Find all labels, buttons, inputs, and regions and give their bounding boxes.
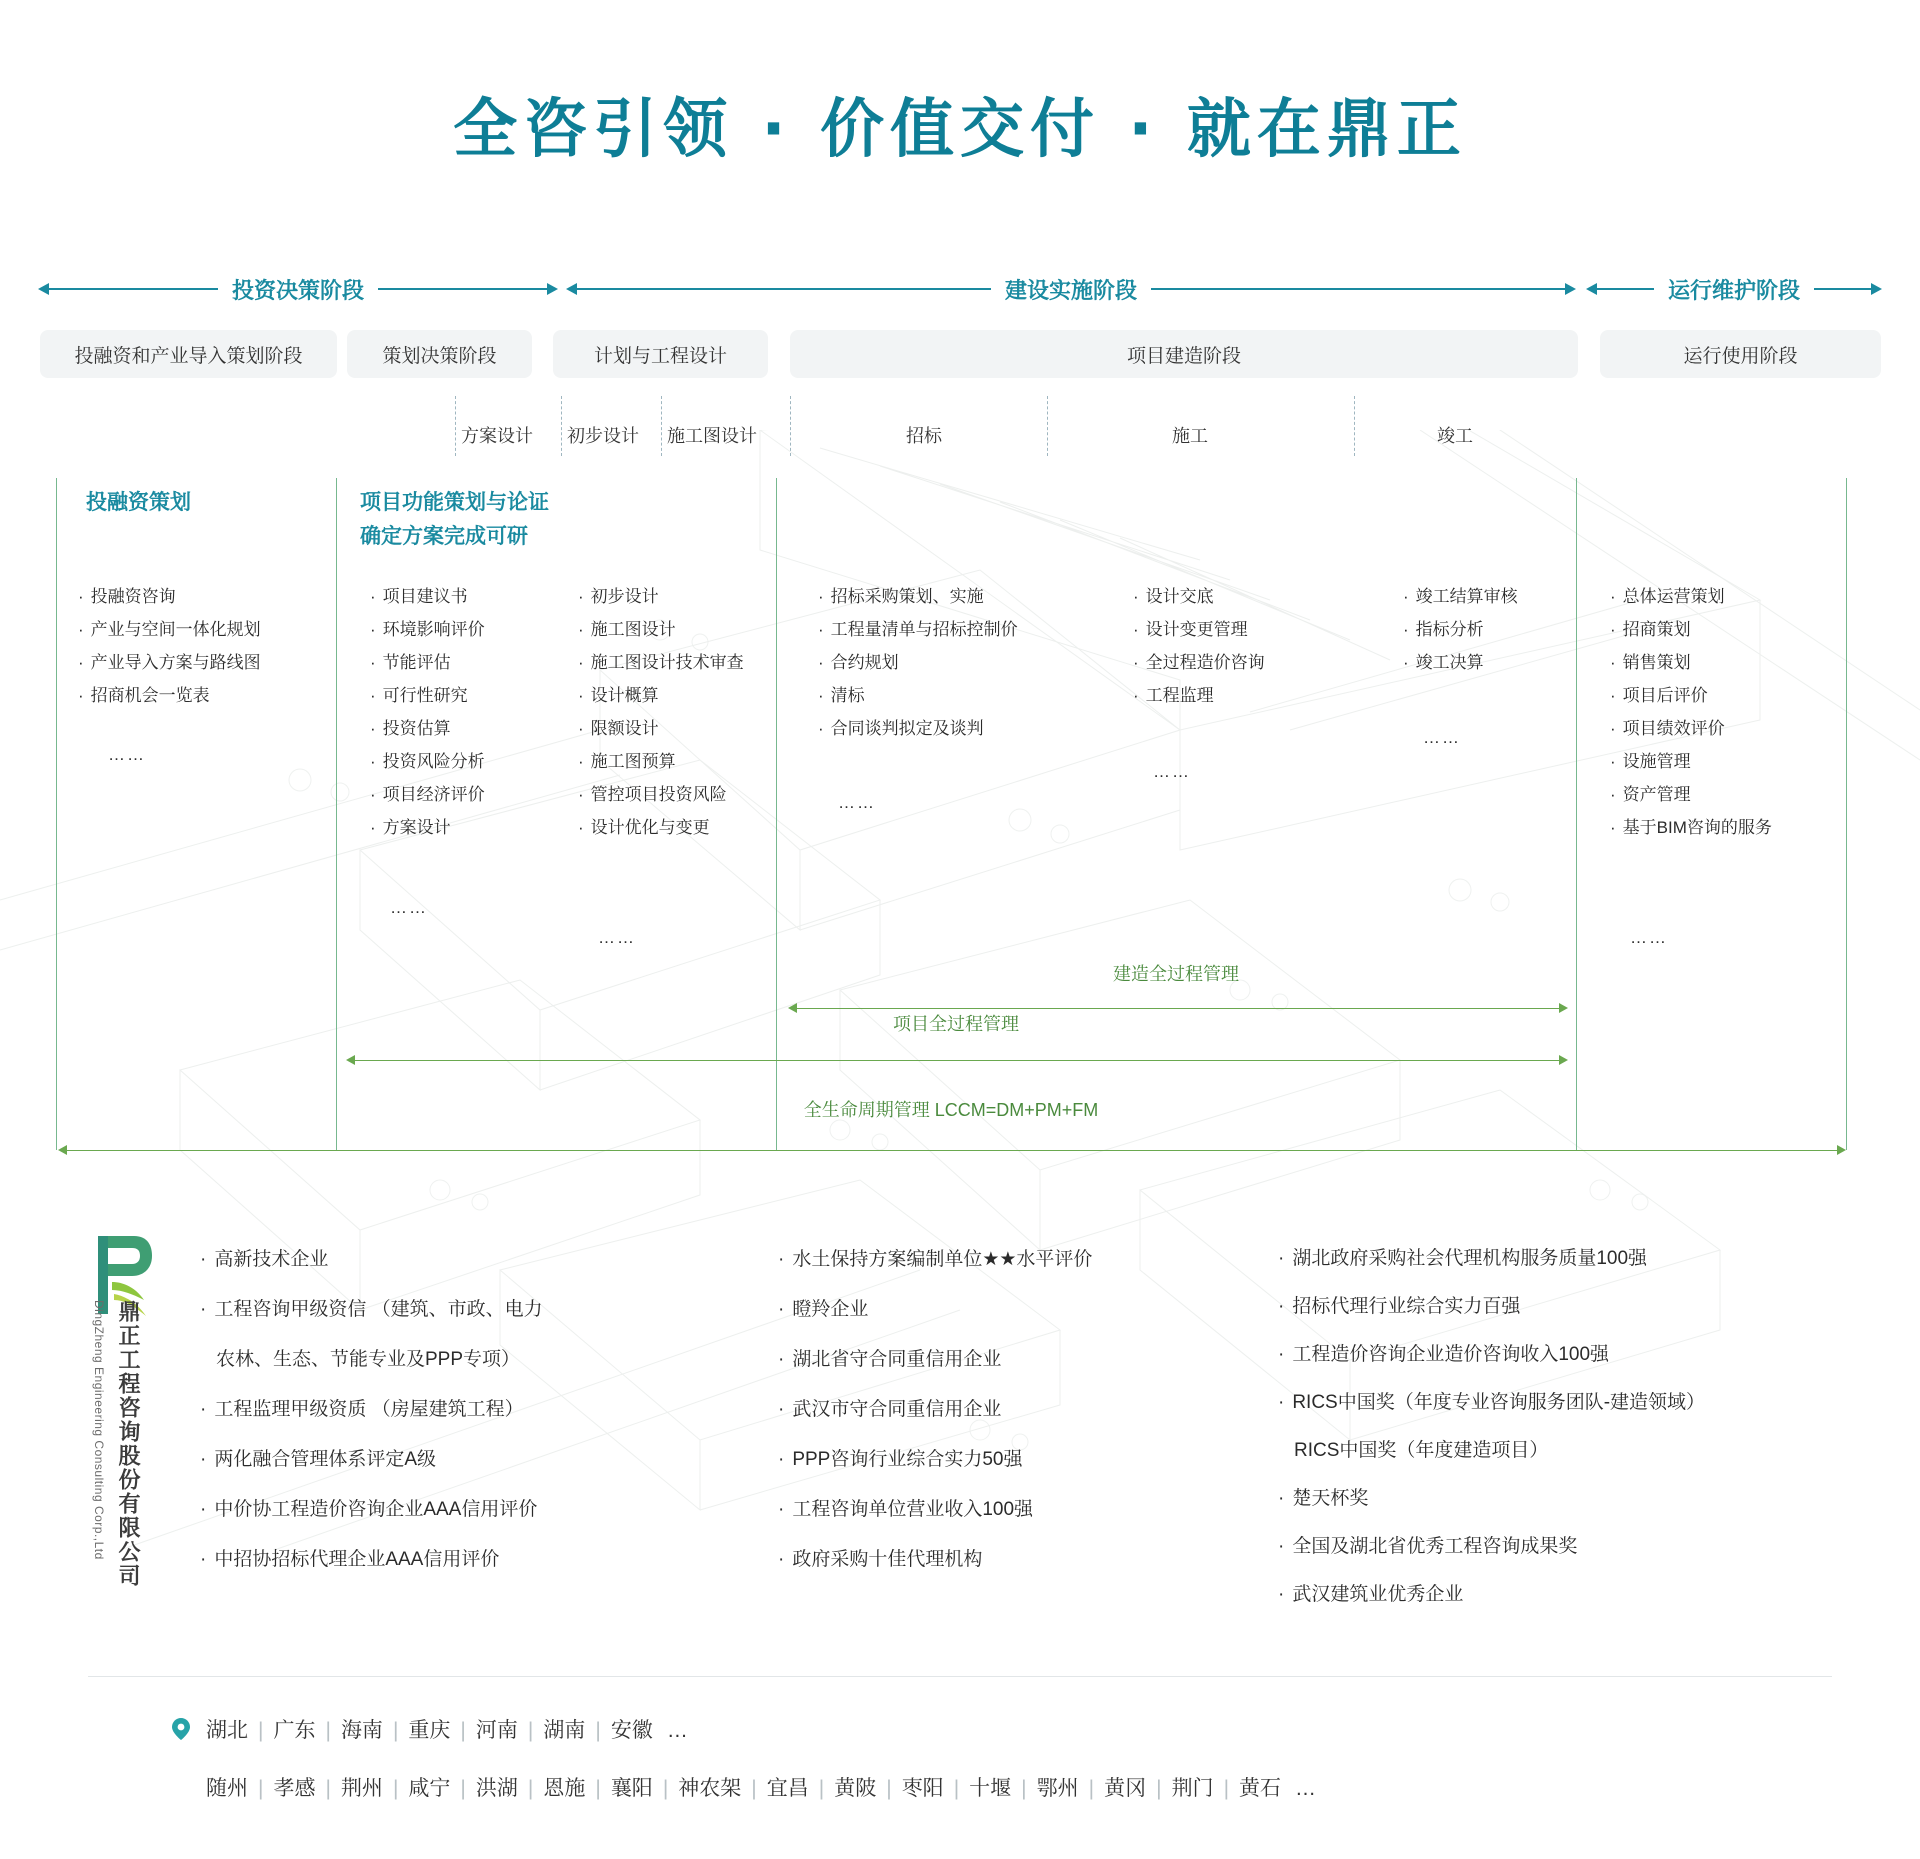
arrow-head-right-icon (1871, 283, 1882, 295)
region-item[interactable]: 荆门 (1171, 1777, 1214, 1800)
phase-label: 运行维护阶段 (1668, 278, 1801, 304)
list-item: · 投资风险分析 (370, 745, 485, 778)
arrow-line (797, 1008, 1559, 1009)
list-item: · 项目建议书 (370, 580, 485, 613)
phase-arrow-investment (38, 272, 558, 306)
list-item: · 瞪羚企业 (778, 1285, 1198, 1335)
separator: | (1088, 1777, 1095, 1800)
region-item[interactable]: 宜昌 (766, 1777, 809, 1800)
list-item: · 设计交底 (1133, 580, 1265, 613)
column-separator (1576, 478, 1577, 1150)
column-separator (1846, 478, 1847, 1150)
dotted-divider (790, 396, 791, 456)
arrow-line (355, 1060, 1559, 1061)
substage-scheme-design: 方案设计 (461, 426, 533, 446)
region-item[interactable]: 随州 (206, 1777, 248, 1800)
list-item: · 招标采购策划、实施 (818, 580, 1018, 613)
dotted-divider (661, 396, 662, 456)
ellipsis: …… (108, 745, 146, 764)
list-item: · 方案设计 (370, 811, 485, 844)
list-item: · 项目经济评价 (370, 778, 485, 811)
list-item: · 管控项目投资风险 (578, 778, 744, 811)
arrow-bar (1151, 288, 1565, 290)
list-item: · 中招协招标代理企业AAA信用评价 (200, 1535, 630, 1585)
list-item: · 环境影响评价 (370, 613, 485, 646)
list-item: · 设计优化与变更 (578, 811, 744, 844)
list-item: · 产业与空间一体化规划 (78, 613, 261, 646)
bullet-list-construction (1133, 580, 1265, 712)
list-item: · 初步设计 (578, 580, 744, 613)
ellipsis: …… (1153, 762, 1191, 781)
credentials-column-1 (200, 1235, 630, 1585)
separator: | (392, 1777, 399, 1800)
list-item: · 清标 (818, 679, 1018, 712)
list-item: · 合同谈判拟定及谈判 (818, 712, 1018, 745)
region-item[interactable]: 湖南 (543, 1719, 586, 1742)
region-item[interactable]: 咸宁 (408, 1777, 451, 1800)
arrow-head-right-icon (547, 283, 558, 295)
region-item[interactable]: 黄冈 (1104, 1777, 1147, 1800)
list-item: · 竣工结算审核 (1403, 580, 1518, 613)
list-item: · 水土保持方案编制单位★★水平评价 (778, 1235, 1198, 1285)
list-item: · 合约规划 (818, 646, 1018, 679)
arrow-bar (1814, 288, 1871, 290)
list-item: 农林、生态、节能专业及PPP专项） (216, 1349, 521, 1370)
substage-bidding: 招标 (906, 426, 942, 446)
list-item: · 招商策划 (1610, 613, 1772, 646)
column-separator (336, 478, 337, 1150)
arrow-head-left-icon (58, 1145, 67, 1155)
list-item: · 施工图设计技术审查 (578, 646, 744, 679)
arrow-head-left-icon (1586, 283, 1597, 295)
span-label-construction-management: 建造全过程管理 (1113, 964, 1239, 984)
arrow-bar (1597, 288, 1654, 290)
dotted-divider (1354, 396, 1355, 456)
list-item: · 武汉市守合同重信用企业 (778, 1385, 1198, 1435)
region-item[interactable]: 襄阳 (610, 1777, 653, 1800)
list-item: · 两化融合管理体系评定A级 (200, 1435, 630, 1485)
column-heading-function-planning-line2: 确定方案完成可研 (360, 525, 528, 548)
list-item: · 全过程造价咨询 (1133, 646, 1265, 679)
list-item: · 湖北政府采购社会代理机构服务质量100强 (1278, 1235, 1878, 1283)
list-item: · 产业导入方案与路线图 (78, 646, 261, 679)
separator: | (595, 1777, 601, 1800)
region-item[interactable]: 湖北 (206, 1719, 248, 1742)
company-name-cn: 鼎正工程咨询股份有限公司 (115, 1300, 140, 1588)
bullet-list-function-planning (370, 580, 485, 844)
list-item: · 施工图预算 (578, 745, 744, 778)
footer-divider (88, 1676, 1832, 1677)
region-item[interactable]: 孝感 (273, 1777, 316, 1800)
bullet-list-bidding (818, 580, 1018, 745)
list-item: · 湖北省守合同重信用企业 (778, 1335, 1198, 1385)
list-item: RICS中国奖（年度建造项目） (1294, 1440, 1549, 1461)
stage-pill-financing[interactable]: 投融资和产业导入策划阶段 (40, 330, 337, 378)
column-separator (56, 478, 57, 1150)
separator: | (818, 1777, 825, 1800)
separator: | (527, 1719, 534, 1742)
footer-regions-primary (206, 1714, 688, 1744)
list-item: · 工程咨询单位营业收入100强 (778, 1485, 1198, 1535)
region-item[interactable]: 黄石 (1239, 1777, 1282, 1800)
bullet-list-design (578, 580, 744, 844)
span-arrow-project-management (346, 1052, 1568, 1068)
dotted-divider (561, 396, 562, 456)
region-item[interactable]: 荆州 (340, 1777, 383, 1800)
ellipsis: …… (1423, 728, 1461, 747)
list-item: · 销售策划 (1610, 646, 1772, 679)
location-pin-icon (172, 1718, 190, 1740)
list-item: · 政府采购十佳代理机构 (778, 1535, 1198, 1585)
span-label-lifecycle-management: 全生命周期管理 LCCM=DM+PM+FM (803, 1100, 1099, 1120)
column-heading-function-planning-line1: 项目功能策划与论证 (360, 491, 549, 514)
list-item: · 工程咨询甲级资信 （建筑、市政、电力 (200, 1285, 630, 1335)
stage-pill-operation[interactable]: 运行使用阶段 (1600, 330, 1881, 378)
list-item: · RICS中国奖（年度专业咨询服务团队-建造领域） (1278, 1379, 1878, 1427)
arrow-head-left-icon (38, 283, 49, 295)
credentials-column-3 (1278, 1235, 1878, 1619)
bullet-list-completion (1403, 580, 1518, 679)
page-title: 全咨引领 · 价值交付 · 就在鼎正 (453, 93, 1467, 167)
list-item: · 招商机会一览表 (78, 679, 261, 712)
region-item[interactable]: 神农架 (678, 1777, 742, 1800)
separator: | (460, 1719, 466, 1742)
region-item[interactable]: 鄂州 (1036, 1777, 1079, 1800)
list-item: · PPP咨询行业综合实力50强 (778, 1435, 1198, 1485)
phase-label: 投资决策阶段 (232, 278, 365, 304)
arrow-bar (577, 288, 991, 290)
dotted-divider (1047, 396, 1048, 456)
list-item: · 工程监理甲级资质 （房屋建筑工程） (200, 1385, 630, 1435)
list-item: · 总体运营策划 (1610, 580, 1772, 613)
dotted-divider (455, 396, 456, 456)
column-heading-financing: 投融资策划 (86, 491, 191, 514)
list-item: · 竣工决算 (1403, 646, 1518, 679)
separator: | (595, 1719, 601, 1742)
list-item: · 投资估算 (370, 712, 485, 745)
bullet-list-financing (78, 580, 261, 712)
region-item[interactable]: 重庆 (408, 1719, 451, 1742)
company-name-en: DingZheng Engineering Consulting Corp.,Ltd (92, 1300, 106, 1560)
region-item[interactable]: 海南 (340, 1719, 383, 1742)
list-item: · 武汉建筑业优秀企业 (1278, 1571, 1878, 1619)
substage-construction: 施工 (1172, 426, 1208, 446)
region-item[interactable]: 河南 (475, 1719, 518, 1742)
separator: | (886, 1777, 892, 1800)
arrow-head-right-icon (1837, 1145, 1846, 1155)
stage-pill-design[interactable]: 计划与工程设计 (553, 330, 768, 378)
arrow-head-right-icon (1565, 283, 1576, 295)
list-item: · 楚天杯奖 (1278, 1475, 1878, 1523)
substage-construction-drawing-design: 施工图设计 (667, 426, 757, 446)
separator: | (953, 1777, 960, 1800)
arrow-head-left-icon (346, 1055, 355, 1065)
region-item[interactable]: 恩施 (543, 1777, 586, 1800)
arrow-bar (49, 288, 218, 290)
phase-label: 建设实施阶段 (1005, 278, 1138, 304)
list-item: · 设计变更管理 (1133, 613, 1265, 646)
arrow-bar (378, 288, 547, 290)
separator: | (1156, 1777, 1162, 1800)
region-item[interactable]: 黄陂 (834, 1777, 877, 1800)
arrow-head-left-icon (566, 283, 577, 295)
list-item: · 指标分析 (1403, 613, 1518, 646)
separator: | (460, 1777, 466, 1800)
span-arrow-lifecycle-management (58, 1142, 1846, 1158)
ellipsis: …… (838, 793, 876, 812)
separator: | (751, 1777, 757, 1800)
list-item: · 全国及湖北省优秀工程咨询成果奖 (1278, 1523, 1878, 1571)
span-label-project-management: 项目全过程管理 (893, 1014, 1019, 1034)
region-more[interactable]: … (1295, 1777, 1317, 1800)
region-item[interactable]: 枣阳 (901, 1777, 944, 1800)
list-item: · 资产管理 (1610, 778, 1772, 811)
region-item[interactable]: 洪湖 (475, 1777, 518, 1800)
region-item[interactable]: 安徽 (610, 1719, 653, 1742)
substage-preliminary-design: 初步设计 (567, 426, 639, 446)
list-item: · 工程造价咨询企业造价咨询收入100强 (1278, 1331, 1878, 1379)
separator: | (258, 1777, 264, 1800)
phase-arrow-operation (1586, 272, 1882, 306)
separator: | (325, 1777, 331, 1800)
separator: | (1223, 1777, 1230, 1800)
ellipsis: …… (1630, 928, 1668, 947)
region-more[interactable]: … (666, 1719, 688, 1742)
list-item: · 基于BIM咨询的服务 (1610, 811, 1772, 844)
separator: | (258, 1719, 264, 1742)
separator: | (325, 1719, 331, 1742)
separator: | (392, 1719, 399, 1742)
list-item: · 工程量清单与招标控制价 (818, 613, 1018, 646)
list-item: · 节能评估 (370, 646, 485, 679)
list-item: · 招标代理行业综合实力百强 (1278, 1283, 1878, 1331)
list-item: · 设计概算 (578, 679, 744, 712)
list-item: · 项目绩效评价 (1610, 712, 1772, 745)
ellipsis: …… (598, 928, 636, 947)
list-item: · 项目后评价 (1610, 679, 1772, 712)
credentials-column-2 (778, 1235, 1198, 1585)
stage-pill-planning-decision[interactable]: 策划决策阶段 (347, 330, 532, 378)
bullet-list-operation (1610, 580, 1772, 844)
separator: | (527, 1777, 534, 1800)
column-separator (776, 478, 777, 1150)
footer-regions-secondary (206, 1772, 1316, 1802)
ellipsis: …… (390, 898, 428, 917)
substage-completion: 竣工 (1437, 426, 1473, 446)
arrow-line (67, 1150, 1837, 1151)
stage-pill-construction[interactable]: 项目建造阶段 (790, 330, 1578, 378)
region-item[interactable]: 十堰 (969, 1777, 1012, 1800)
separator: | (1021, 1777, 1027, 1800)
arrow-head-right-icon (1559, 1055, 1568, 1065)
list-item: · 高新技术企业 (200, 1235, 630, 1285)
list-item: · 工程监理 (1133, 679, 1265, 712)
list-item: · 可行性研究 (370, 679, 485, 712)
list-item: · 中价协工程造价咨询企业AAA信用评价 (200, 1485, 630, 1535)
list-item: · 投融资咨询 (78, 580, 261, 613)
region-item[interactable]: 广东 (273, 1719, 316, 1742)
phase-arrow-construction (566, 272, 1576, 306)
separator: | (662, 1777, 669, 1800)
list-item: · 限额设计 (578, 712, 744, 745)
list-item: · 施工图设计 (578, 613, 744, 646)
list-item: · 设施管理 (1610, 745, 1772, 778)
